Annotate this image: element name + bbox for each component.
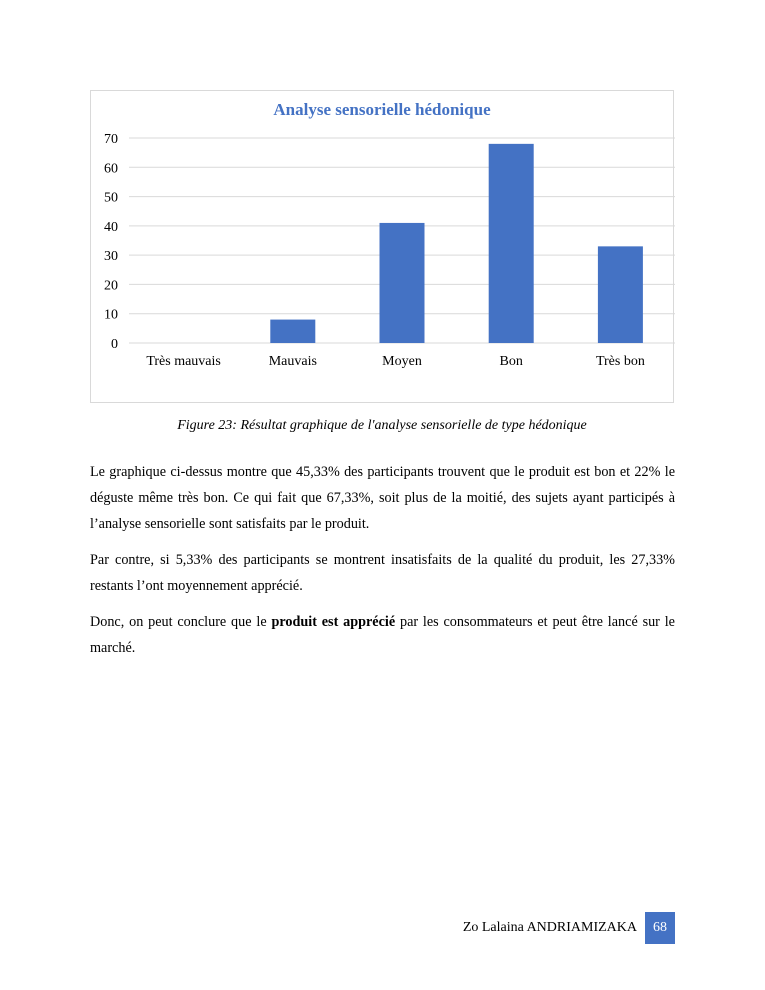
y-tick-label: 50 [104, 190, 118, 206]
x-tick-label: Très mauvais [146, 354, 221, 369]
y-tick-label: 70 [104, 132, 118, 147]
x-tick-label: Mauvais [268, 354, 317, 369]
paragraph-3-bold: produit est apprécié [271, 614, 396, 630]
y-tick-label: 10 [104, 307, 118, 323]
body-text [90, 459, 675, 671]
y-tick-label: 30 [104, 249, 118, 265]
bar-3 [489, 144, 534, 343]
y-tick-label: 0 [111, 337, 118, 352]
page-number-badge: 68 [645, 912, 675, 944]
paragraph-2: Par contre, si 5,33% des participants se montrent insatisfaits de la qualité du produit, les 27,33% restants l’ont moyennement apprécié. [90, 552, 675, 594]
paragraph-1: Le graphique ci-dessus montre que 45,33% des participants trouvent que le produit est bon et 22% le déguste même très bon. Ce qui fait que 67,33%, soit plus de la moitié, des sujets ayant participés à l’analyse sensorielle sont satisfaits par le produit. [90, 464, 675, 532]
bar-2 [380, 223, 425, 343]
footer-author: Zo Lalaina ANDRIAMIZAKA [462, 920, 637, 935]
bar-chart [91, 91, 675, 404]
y-tick-label: 20 [104, 278, 118, 294]
figure-caption: Figure 23: Résultat graphique de l'analyse sensorielle de type hédonique [177, 418, 587, 433]
paragraph-3-start: Donc, on peut conclure que le [90, 614, 272, 630]
paragraph-3-end: par les consommateurs et peut être lancé sur le marché. [90, 614, 675, 656]
bar-4 [598, 246, 643, 343]
chart-frame [90, 90, 674, 403]
x-tick-label: Moyen [382, 354, 422, 369]
paragraph-3 [90, 609, 675, 661]
bar-1 [270, 320, 315, 343]
y-tick-label: 60 [104, 161, 118, 177]
y-tick-label: 40 [104, 219, 118, 235]
chart-title: Analyse sensorielle hédonique [273, 100, 491, 119]
x-tick-label: Bon [499, 354, 523, 369]
x-tick-label: Très bon [595, 354, 645, 369]
